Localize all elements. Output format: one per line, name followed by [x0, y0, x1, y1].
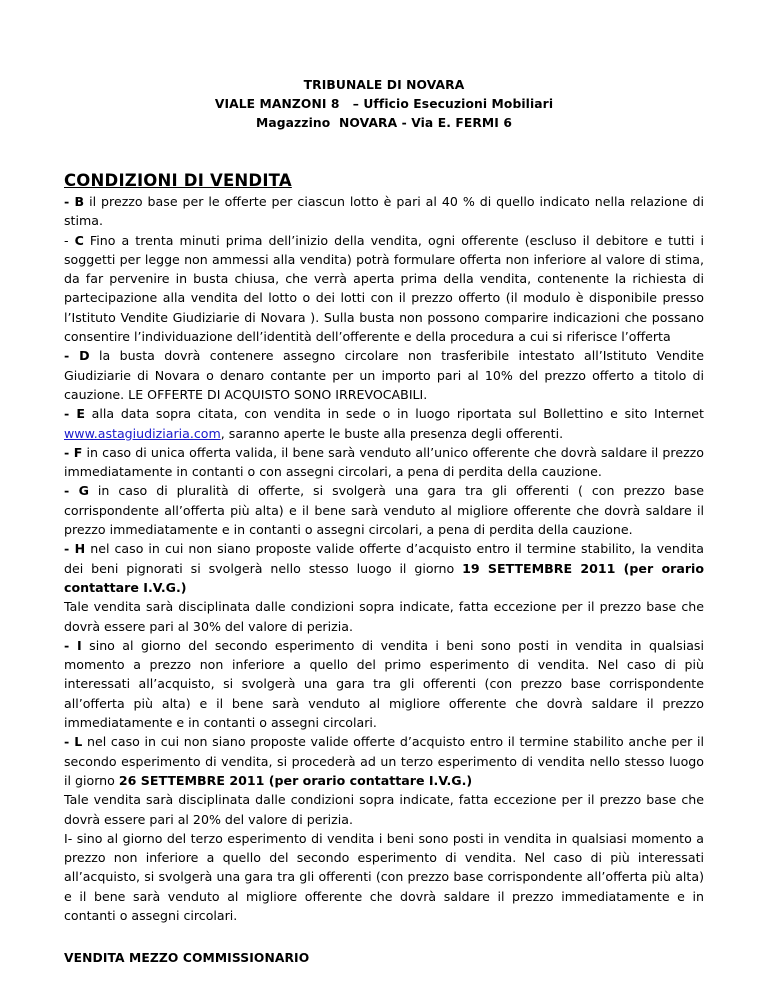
paragraph-h-text: nel caso in cui non siano proposte valide offerte d’acquisto entro il termine stabilito, la vendita dei beni pignorati si svolgerà nello stesso luogo il giorno [64, 541, 704, 576]
header-spacer [64, 133, 704, 171]
paragraph-g-label: - G [64, 483, 89, 499]
paragraph-i2: I- sino al giorno del terzo esperimento di vendita i beni sono posti in vendita in qualsiasi momento a prezzo non inferiore a quello del secondo esperimento di vendita. Nel caso di più interessati all’acquisto, si svolgerà una gara tra gli offerenti (con prezzo base corrispondente all’offerta più alta) e il bene sarà venduto al migliore offerente che dovrà saldare il prezzo immediatamente e in contanti o assegni circolari. [64, 830, 704, 923]
paragraph-i [64, 636, 704, 732]
paragraph-l [64, 732, 704, 790]
paragraph-h [64, 539, 704, 597]
paragraph-l-label: - L [64, 734, 83, 750]
paragraph-f-label: - F [64, 444, 83, 460]
page-title: CONDIZIONI DI VENDITA [64, 171, 292, 190]
paragraph-b [64, 192, 704, 231]
document-header [64, 76, 704, 133]
footer-note: VENDITA MEZZO COMMISSIONARIO [64, 951, 310, 966]
paragraph-c-label: C [74, 232, 84, 248]
paragraph-c-text: Fino a trenta minuti prima dell’inizio della vendita, ogni offerente (escluso il debitore e tutti i soggetti per legge non ammessi alla vendita) potrà formulare offerta non inferiore al valore di stima, da far pervenire in busta chiusa, che verrà aperta prima della vendita, contenente la richiesta di partecipazione alla vendita del lotto o dei lotti con il prezzo offerto (il modulo è disponibile presso l’Istituto Vendite Giudiziarie di Novara ). Sulla busta non possono comparire indicazioni che possano consentire l’individuazione dell’identità dell’offerente e della procedura a cui si riferisce l’offerta [64, 232, 704, 345]
paragraph-d-label: - D [64, 348, 90, 364]
paragraph-d-text: la busta dovrà contenere assegno circolare non trasferibile intestato all’Istituto Vendite Giudiziarie di Novara o denaro contante per un importo pari al 10% del prezzo offerto a titolo di cauzione. LE OFFERTE DI ACQUISTO SONO IRREVOCABILI. [64, 348, 704, 402]
astagiudiziaria-link[interactable]: www.astagiudiziaria.com [64, 425, 221, 441]
paragraph-c-prefix: - [64, 232, 75, 248]
header-line-office: VIALE MANZONI 8 – Ufficio Esecuzioni Mobiliari [214, 97, 554, 111]
paragraph-c [64, 231, 704, 347]
paragraph-g-text: in caso di pluralità di offerte, si svolgerà una gara tra gli offerenti ( con prezzo base corrispondente all’offerta più alta) e il bene sarà venduto al migliore offerente che dovrà saldare il prezzo immediatamente e in contanti o assegni circolari, a pena di perdita della cauzione. [64, 483, 705, 538]
paragraph-l-text: nel caso in cui non siano proposte valide offerte d’acquisto entro il termine stabilito anche per il secondo esperimento di vendita, si procederà ad un terzo esperimento di vendita nello stesso luogo il giorno [64, 734, 704, 788]
paragraph-d [64, 346, 704, 404]
header-line-court: TRIBUNALE DI NOVARA [303, 78, 465, 92]
document-body [64, 192, 704, 925]
paragraph-g [64, 481, 704, 539]
paragraph-e-label: - E [64, 406, 85, 422]
paragraph-f [64, 443, 704, 482]
paragraph-b-text: il prezzo base per le offerte per ciascun lotto è pari al 40 % di quello indicato nella relazione di stima. [64, 194, 704, 229]
paragraph-h-note: Tale vendita sarà disciplinata dalle condizioni sopra indicate, fatta eccezione per il prezzo base che dovrà essere pari al 30% del valore di perizia. [64, 599, 704, 634]
paragraph-e-text-before: alla data sopra citata, con vendita in sede o in luogo riportata sul Bollettino e sito Internet [84, 406, 704, 422]
paragraph-i-label: - I [64, 637, 82, 653]
paragraph-h-date: 19 SETTEMBRE 2011 (per orario contattare I.V.G.) [64, 560, 705, 595]
paragraph-h-label: - H [64, 541, 86, 557]
paragraph-e [64, 404, 704, 443]
paragraph-f-text: in caso di unica offerta valida, il bene sarà venduto all’unico offerente che dovrà saldare il prezzo immediatamente in contanti o con assegni circolari, a pena di perdita della cauzione. [64, 444, 704, 480]
paragraph-l-date: 26 SETTEMBRE 2011 (per orario contattare I.V.G.) [118, 772, 473, 788]
header-line-warehouse: Magazzino NOVARA - Via E. FERMI 6 [256, 116, 512, 130]
paragraph-b-label: - B [64, 194, 85, 209]
paragraph-i-text: sino al giorno del secondo esperimento di vendita i beni sono posti in vendita in qualsiasi momento a prezzo non inferiore a quello del primo esperimento di vendita. Nel caso di più interessati all’acquisto, si svolgerà una gara tra gli offerenti (con prezzo base corrispondente all’offerta più alta) e il bene sarà venduto al migliore offerente che dovrà saldare il prezzo immediatamente e in contanti o assegni circolari. [64, 637, 704, 731]
paragraph-l-note: Tale vendita sarà disciplinata dalle condizioni sopra indicate, fatta eccezione per il prezzo base che dovrà essere pari al 20% del valore di perizia. [64, 792, 704, 827]
paragraph-e-text-after: , saranno aperte le buste alla presenza degli offerenti. [220, 425, 564, 441]
